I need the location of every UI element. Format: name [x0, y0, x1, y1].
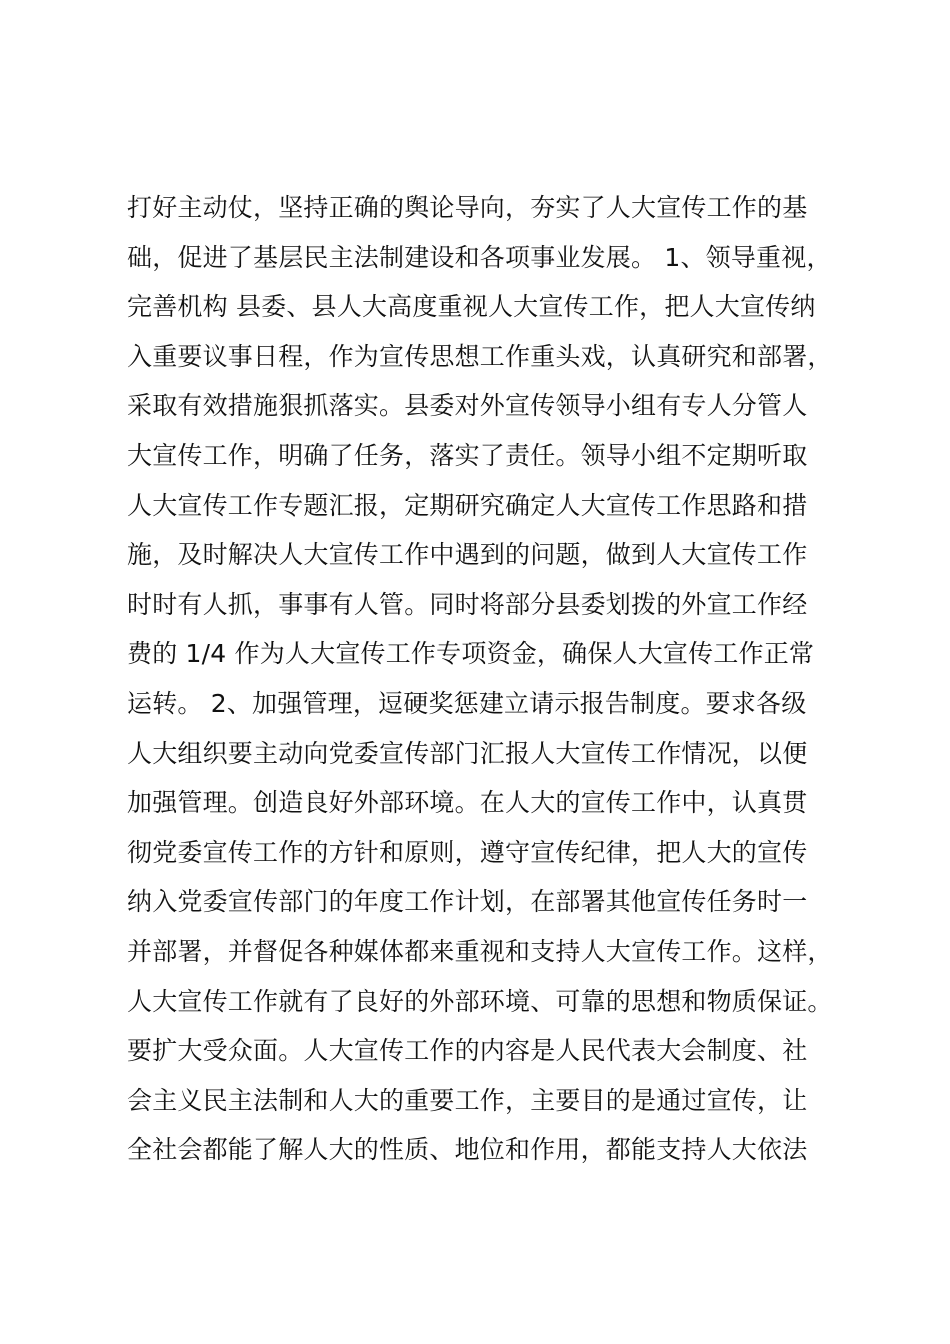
- text-line: 人大宣传工作就有了良好的外部环境、可靠的思想和物质保证。: [127, 986, 833, 1016]
- text-line: 运转。 2、加强管理，逗硬奖惩建立请示报告制度。要求各级: [127, 688, 807, 718]
- text-line: 全社会都能了解人大的性质、地位和作用，都能支持人大依法: [127, 1135, 808, 1165]
- text-line: 打好主动仗，坚持正确的舆论导向，夯实了人大宣传工作的基: [127, 193, 808, 222]
- text-line: 大宣传工作，明确了任务，落实了责任。领导小组不定期听取: [127, 440, 808, 470]
- text-line: 会主义民主法制和人大的重要工作，主要目的是通过宣传，让: [127, 1085, 808, 1115]
- text-line: 础，促进了基层民主法制建设和各项事业发展。 1、领导重视，: [127, 242, 832, 272]
- text-line: 彻党委宣传工作的方针和原则，遵守宣传纪律，把人大的宣传: [127, 837, 808, 867]
- text-line: 人大宣传工作专题汇报，定期研究确定人大宣传工作思路和措: [127, 490, 808, 520]
- text-line: 时时有人抓，事事有人管。同时将部分县委划拨的外宣工作经: [127, 589, 808, 619]
- text-line: 完善机构 县委、县人大高度重视人大宣传工作，把人大宣传纳: [127, 292, 816, 322]
- text-line: 并部署，并督促各种媒体都来重视和支持人大宣传工作。这样，: [127, 936, 833, 966]
- text-line: 入重要议事日程，作为宣传思想工作重头戏，认真研究和部署，: [127, 341, 833, 371]
- text-line: 纳入党委宣传部门的年度工作计划，在部署其他宣传任务时一: [127, 887, 808, 917]
- text-line: 人大组织要主动向党委宣传部门汇报人大宣传工作情况，以便: [127, 738, 808, 768]
- text-line: 加强管理。创造良好外部环境。在人大的宣传工作中，认真贯: [127, 788, 808, 818]
- text-line: 费的 1/4 作为人大宣传工作专项资金，确保人大宣传工作正常: [127, 639, 815, 669]
- text-line: 施，及时解决人大宣传工作中遇到的问题，做到人大宣传工作: [127, 540, 808, 570]
- body-paragraph: [127, 183, 857, 1175]
- text-line: 要扩大受众面。人大宣传工作的内容是人民代表大会制度、社: [127, 1036, 808, 1066]
- text-line: 采取有效措施狠抓落实。县委对外宣传领导小组有专人分管人: [127, 391, 808, 421]
